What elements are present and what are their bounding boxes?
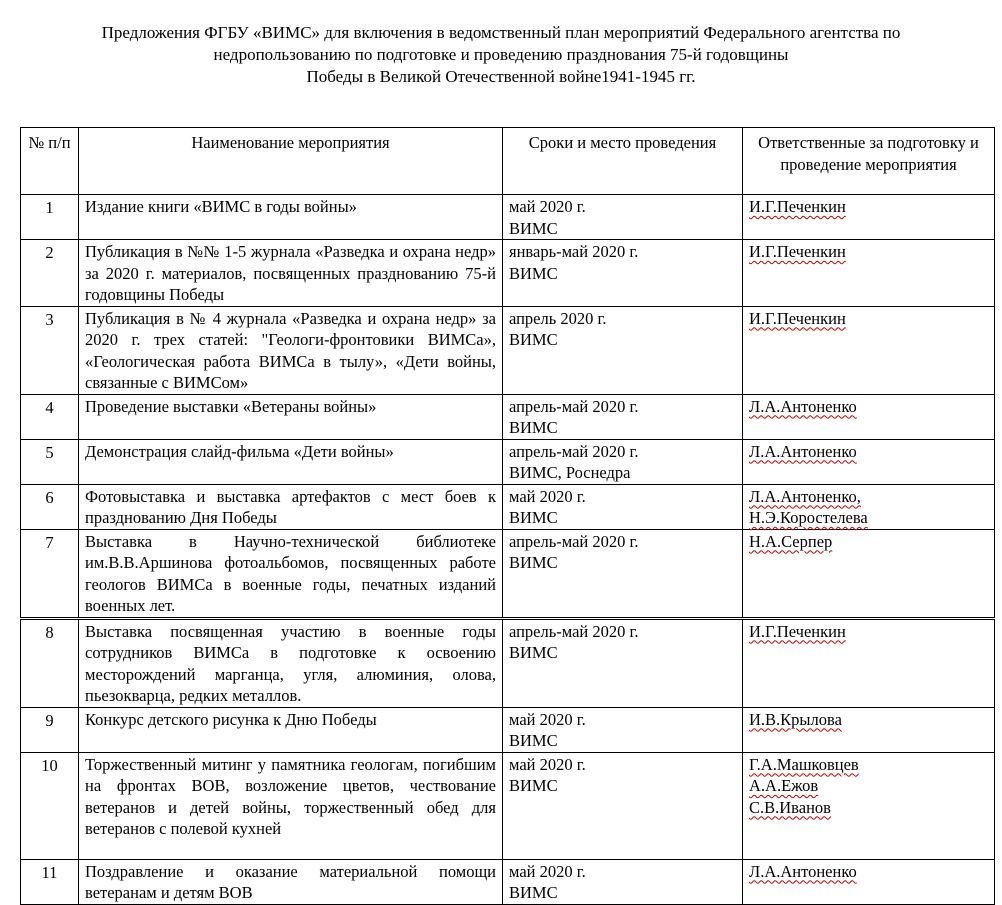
event-name: Фотовыставка и выставка артефактов с мест боев к празднованию Дня Победы: [79, 484, 503, 529]
table-row: [21, 529, 995, 618]
row-number: 2: [21, 240, 79, 307]
row-number: 10: [21, 752, 79, 859]
event-date-place: [503, 707, 743, 752]
table-row: [21, 859, 995, 904]
date-place-line: ВИМС: [509, 731, 558, 750]
event-name: Проведение выставки «Ветераны войны»: [79, 394, 503, 439]
title-line: Победы в Великой Отечественной войне1941-1945 гг.: [306, 67, 696, 86]
date-place-line: апрель-май 2020 г.: [509, 396, 639, 416]
responsible-person: Л.А.Антоненко,: [749, 486, 861, 506]
event-date-place: [503, 439, 743, 484]
header-when: Сроки и место проведения: [503, 128, 743, 195]
date-place-line: май 2020 г.: [509, 754, 586, 774]
date-place-line: январь-май 2020 г.: [509, 242, 639, 261]
date-place-line: май 2020 г.: [509, 486, 586, 506]
event-name: Поздравление и оказание материальной помощи ветеранам и детям ВОВ: [79, 859, 503, 904]
event-date-place: [503, 394, 743, 439]
date-place-line: май 2020 г.: [509, 197, 586, 216]
event-responsible: [743, 484, 995, 529]
event-name: Конкурс детского рисунка к Дню Победы: [79, 707, 503, 752]
event-date-place: [503, 529, 743, 618]
date-place-line: ВИМС: [509, 643, 558, 662]
events-table: [20, 127, 995, 905]
event-responsible: [743, 859, 995, 904]
header-responsible: Ответственные за подготовку и проведение мероприятия: [743, 128, 995, 195]
event-responsible: [743, 618, 995, 707]
table-row: [21, 306, 995, 394]
event-date-place: [503, 859, 743, 904]
responsible-person: Н.А.Серпер: [749, 531, 833, 551]
event-responsible: [743, 306, 995, 394]
row-number: 7: [21, 529, 79, 618]
event-date-place: [503, 618, 743, 707]
row-number: 11: [21, 859, 79, 904]
table-row: [21, 618, 995, 707]
date-place-line: май 2020 г.: [509, 861, 586, 881]
responsible-person: Л.А.Антоненко: [749, 396, 857, 416]
table-row: [21, 240, 995, 307]
date-place-line: ВИМС: [509, 418, 558, 437]
date-place-line: апрель-май 2020 г.: [509, 621, 639, 641]
event-responsible: [743, 439, 995, 484]
event-name: Издание книги «ВИМС в годы войны»: [79, 195, 503, 240]
date-place-line: ВИМС: [509, 330, 558, 349]
table-row: [21, 394, 995, 439]
date-place-line: ВИМС: [509, 508, 558, 527]
event-date-place: [503, 240, 743, 307]
event-name: Публикация в №№ 1-5 журнала «Разведка и охрана недр» за 2020 г. материалов, посвященных празднованию 75-й годовщины Победы: [79, 240, 503, 307]
responsible-person: И.Г.Печенкин: [749, 197, 846, 216]
event-responsible: [743, 394, 995, 439]
event-responsible: [743, 195, 995, 240]
date-place-line: апрель-май 2020 г.: [509, 531, 639, 551]
event-name: Выставка посвященная участию в военные годы сотрудников ВИМСа в подготовке к освоению месторождений марганца, угля, алюминия, олова, пьезокварца, редких металлов.: [79, 618, 503, 707]
row-number: 1: [21, 195, 79, 240]
row-number: 6: [21, 484, 79, 529]
responsible-person: И.Г.Печенкин: [749, 242, 846, 261]
event-responsible: [743, 752, 995, 859]
title-line: Предложения ФГБУ «ВИМС» для включения в ведомственный план мероприятий Федерального агентства по: [101, 23, 901, 42]
date-place-line: ВИМС: [509, 776, 558, 795]
table-row: [21, 484, 995, 529]
date-place-line: ВИМС, Роснедра: [509, 463, 631, 482]
event-date-place: [503, 752, 743, 859]
date-place-line: ВИМС: [509, 218, 558, 238]
date-place-line: апрель 2020 г.: [509, 308, 607, 328]
table-row: [21, 752, 995, 859]
responsible-person: И.В.Крылова: [749, 709, 842, 729]
header-name: Наименование мероприятия: [79, 128, 503, 195]
date-place-line: ВИМС: [509, 883, 558, 902]
table-row: [21, 195, 995, 240]
document-title: [0, 22, 1002, 88]
event-responsible: [743, 529, 995, 618]
event-name: Выставка в Научно-технической библиотеке им.В.В.Аршинова фотоальбомов, посвященных работе геологов ВИМСа в военные годы, печатных изданий военных лет.: [79, 529, 503, 618]
row-number: 4: [21, 394, 79, 439]
date-place-line: май 2020 г.: [509, 709, 586, 729]
event-name: Демонстрация слайд-фильма «Дети войны»: [79, 439, 503, 484]
title-line: недропользованию по подготовке и проведению празднования 75-й годовщины: [213, 45, 789, 64]
responsible-person: Л.А.Антоненко: [749, 861, 857, 881]
responsible-person: С.В.Иванов: [749, 797, 831, 817]
responsible-person: Н.Э.Коростелева: [749, 508, 868, 527]
date-place-line: ВИМС: [509, 553, 558, 572]
event-name: Публикация в № 4 журнала «Разведка и охрана недр» за 2020 г. трех статей: "Геологи-фронтовики ВИМСа», «Геологическая работа ВИМСа в тылу», «Дети войны, связанные с ВИМСом»: [79, 306, 503, 394]
event-date-place: [503, 484, 743, 529]
event-responsible: [743, 707, 995, 752]
table-header-row: [21, 128, 995, 195]
event-responsible: [743, 240, 995, 307]
row-number: 8: [21, 618, 79, 707]
row-number: 9: [21, 707, 79, 752]
date-place-line: апрель-май 2020 г.: [509, 441, 639, 461]
event-date-place: [503, 195, 743, 240]
event-name: Торжественный митинг у памятника геологам, погибшим на фронтах ВОВ, возложение цветов, чествование ветеранов и детей войны, торжественный обед для ветеранов с полевой кухней: [79, 752, 503, 859]
table-row: [21, 439, 995, 484]
responsible-person: А.А.Ежов: [749, 776, 819, 795]
event-date-place: [503, 306, 743, 394]
row-number: 5: [21, 439, 79, 484]
responsible-person: И.Г.Печенкин: [749, 621, 846, 641]
table-body: [21, 195, 995, 905]
responsible-person: Л.А.Антоненко: [749, 441, 857, 461]
date-place-line: ВИМС: [509, 263, 558, 283]
responsible-person: Г.А.Машковцев: [749, 754, 859, 774]
row-number: 3: [21, 306, 79, 394]
header-num: № п/п: [21, 128, 79, 195]
table-row: [21, 707, 995, 752]
responsible-person: И.Г.Печенкин: [749, 308, 846, 328]
